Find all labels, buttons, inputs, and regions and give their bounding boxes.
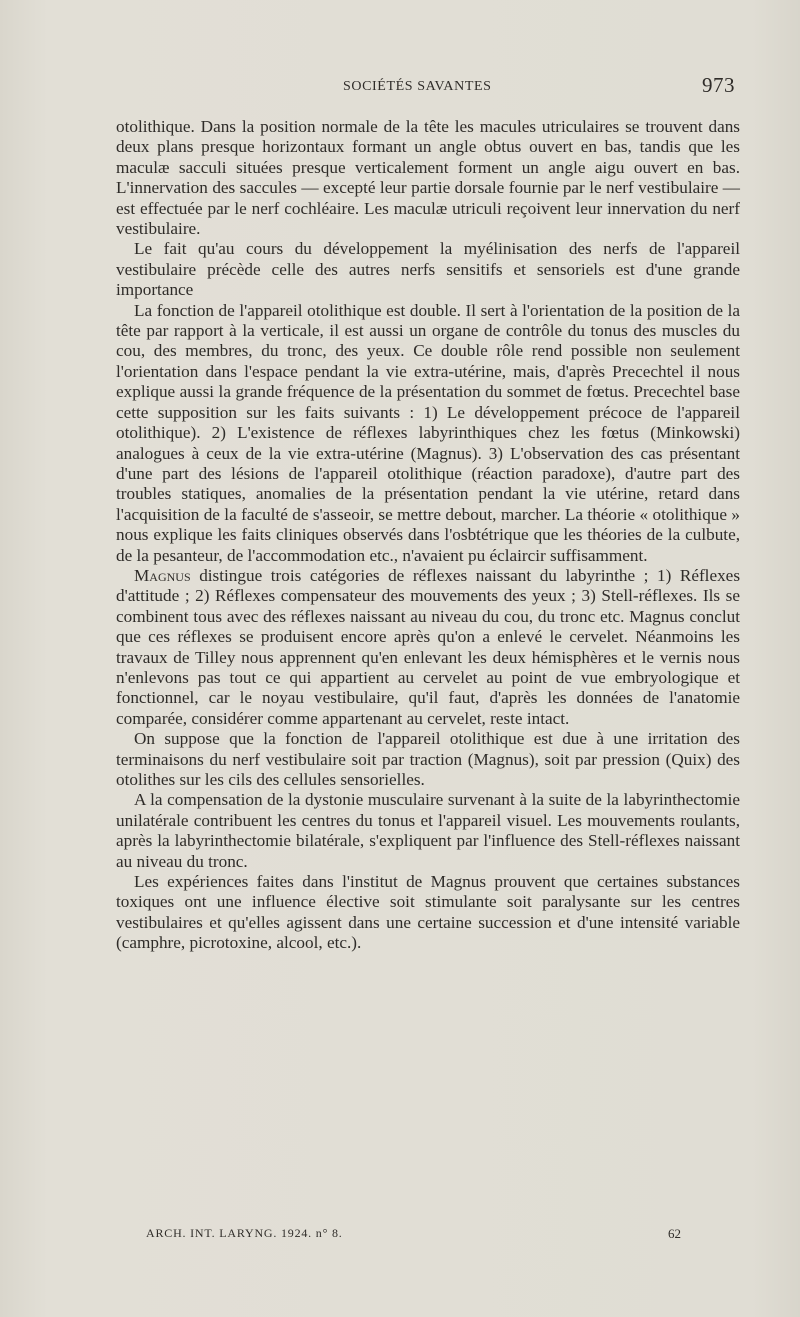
- paragraph: Le fait qu'au cours du développement la myélinisation des nerfs de l'appareil vestibulaire précède celle des autres nerfs sensitifs et sensoriels est d'une grande importance: [116, 239, 740, 300]
- page-number: 973: [702, 73, 735, 97]
- running-title: SOCIÉTÉS SAVANTES: [343, 79, 492, 94]
- paragraph: La fonction de l'appareil otolithique est double. Il sert à l'orientation de la position de la tête par rapport à la verticale, il est aussi un organe de contrôle du tonus des muscles du cou, des membres, du tronc, des yeux. Ce double rôle rend possible non seulement l'orientation dans l'espace pendant la vie extra-utérine, mais, d'après Precechtel il nous explique aussi la grande fréquence de la présentation du sommet de fœtus. Precechtel base cette supposition sur les faits suivants : 1) Le développement précoce de l'appareil otolithique). 2) L'existence de réflexes labyrinthiques chez les fœtus (Minkowski) analogues à ceux de la vie extra-utérine (Magnus). 3) L'observation des cas présentant d'une part des lésions de l'appareil otolithique (réaction paradoxe), d'autre part des troubles statiques, anomalies de la présentation pendant la vie utérine, retard dans l'acquisition de la faculté de s'asseoir, se mettre debout, marcher. La théorie « otolithique » nous explique les faits cliniques observés dans l'osbtétrique que les théories de la culbute, de la pesanteur, de l'accommodation etc., n'avaient pu éclaircir suffisamment.: [116, 300, 740, 565]
- signature-mark: 62: [668, 1226, 681, 1241]
- paragraph: Les expériences faites dans l'institut de Magnus prouvent que certaines substances toxiques ont une influence élective soit stimulante soit paralysante sur les centres vestibulaires et qu'elles agissent dans une certaine succession et d'une intensité variable (camphre, picrotoxine, alcool, etc.).: [116, 872, 740, 953]
- paragraph: A la compensation de la dystonie musculaire survenant à la suite de la labyrinthectomie unilatérale contribuent les centres du tonus et l'appareil visuel. Les mouvements roulants, après la labyrinthectomie bilatérale, s'expliquent par l'influence des Stell-réflexes naissant au niveau du tronc.: [116, 790, 740, 871]
- page-footer: [0, 1226, 800, 1246]
- paragraph: otolithique. Dans la position normale de la tête les macules utriculaires se trouvent dans deux plans presque horizontaux formant un angle obtus ouvert en bas, tandis que les maculæ sacculi situées presque verticalement forment un angle aigu ouvert en bas. L'innervation des saccules — excepté leur partie dorsale fournie par le nerf vestibulaire — est effectuée par le nerf cochléaire. Les maculæ utriculi reçoivent leur innervation du nerf vestibulaire.: [116, 117, 740, 239]
- author-name: Magnus: [134, 565, 191, 585]
- journal-reference: ARCH. INT. LARYNG. 1924. n° 8.: [146, 1226, 343, 1240]
- paragraph: On suppose que la fonction de l'appareil otolithique est due à une irritation des terminaisons du nerf vestibulaire soit par traction (Magnus), soit par pression (Quix) des otolithes sur les cils des cellules sensorielles.: [116, 729, 740, 789]
- paragraph-text: distingue trois catégories de réflexes naissant du labyrinthe ; 1) Réflexes d'attitude ; 2) Réflexes compensateur des mouvements des yeux ; 3) Stell-réflexes. Ils se combinent tous avec des réflexes naissant au niveau du cou, du tronc etc. Magnus conclut que ces réflexes se produisent encore après qu'on a enlevé le cervelet. Néanmoins les travaux de Tilley nous apprennent qu'en enlevant les deux hémisphères et le vernis nous n'enlevons pas tout ce qui appartient au cervelet au point de vue embryologique et fonctionnel, car le noyau vestibulaire, qu'il faut, d'après les données de l'anatomie comparée, considérer comme appartenant au cervelet, reste intact.: [116, 565, 741, 728]
- body-text: [116, 117, 740, 954]
- page-header: [0, 73, 800, 102]
- paragraph: [116, 566, 740, 729]
